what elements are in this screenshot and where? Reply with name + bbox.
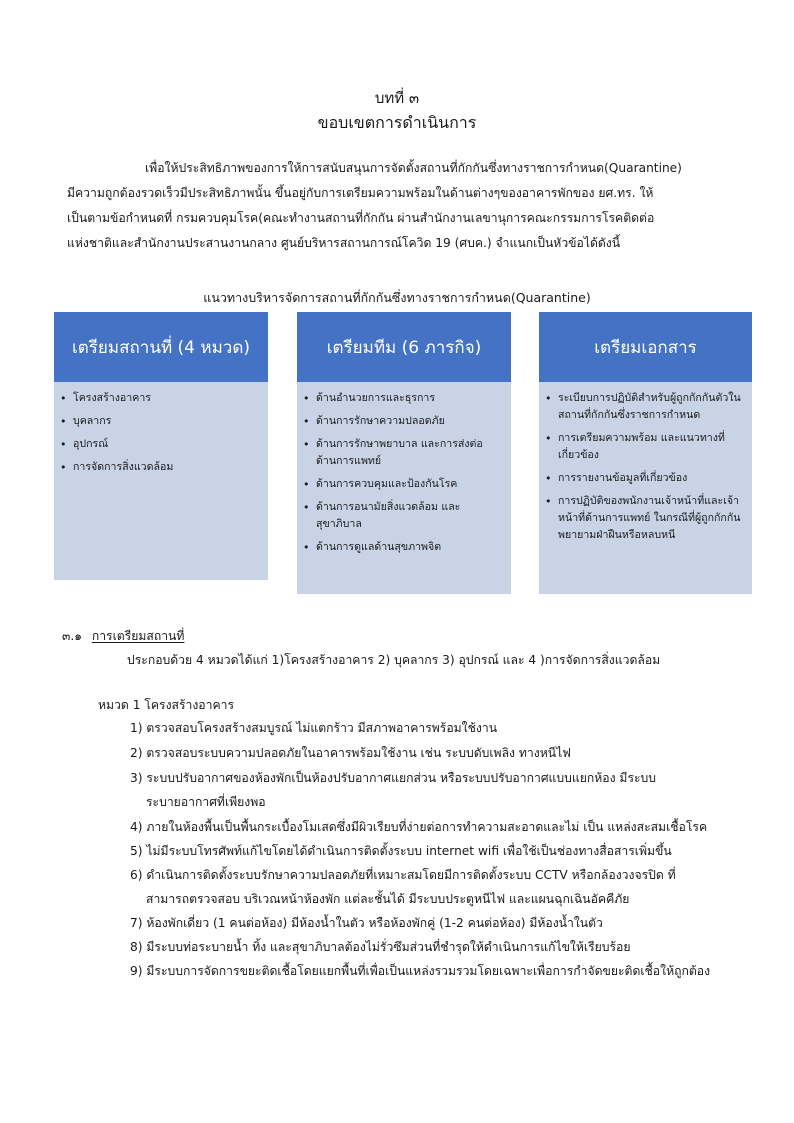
box-item: • การรายงานข้อมูลที่เกี่ยวข้อง — [539, 470, 742, 487]
box-body-team — [297, 382, 511, 594]
box-item: • ด้านการรักษาความปลอดภัย — [297, 413, 489, 430]
box-item: • ด้านอำนวยการและธุรการ — [297, 390, 489, 407]
box-item: • การปฏิบัติของพนักงานเจ้าหน้าที่และเจ้าหน้าที่ด้านการแพทย์ ในกรณีที่ผู้ถูกกักกันพยายามฝ่าฝืนหรือหลบหนี — [539, 493, 742, 544]
list-item: 3) ระบบปรับอากาศของห้องพักเป็นห้องปรับอากาศแยกส่วน หรือระบบปรับอากาศแบบแยกห้อง มีระบบ — [130, 771, 657, 785]
list-item: 4) ภายในห้องพื้นเป็นพื้นกระเบื้องโมเสดซึ่งมีผิวเรียบที่ง่ายต่อการทำความสะอาดและไม่ เป็น แหล่งสะสมเชื้อโรค — [130, 820, 708, 834]
list-item: 5) ไม่มีระบบโทรศัพท์แก้ไขโดยได้ดำเนินการติดตั้งระบบ internet wifi เพื่อใช้เป็นช่องทางสื่อสารเพิ่มขึ้น — [130, 844, 672, 858]
list-item-continuation: ระบายอากาศที่เพียงพอ — [146, 795, 266, 809]
box-list-team — [297, 390, 489, 556]
diagram-title: แนวทางบริหารจัดการสถานที่กักกันซึ่งทางราชการกำหนด(Quarantine) — [203, 290, 591, 305]
box-header-team: เตรียมทีม (6 ภารกิจ) — [297, 312, 511, 382]
list-item: 1) ตรวจสอบโครงสร้างสมบูรณ์ ไม่แตกร้าว มีสภาพอาคารพร้อมใช้งาน — [130, 721, 498, 735]
chapter-title: ขอบเขตการดำเนินการ — [317, 113, 477, 132]
intro-line-2: มีความถูกต้องรวดเร็วมีประสิทธิภาพนั้น ขึ้นอยู่กับการเตรียมความพร้อมในด้านต่างๆของอาคารพักของ ยศ.ทร. ให้ — [67, 186, 654, 200]
intro-line-1: เพื่อให้ประสิทธิภาพของการให้การสนับสนุนการจัดตั้งสถานที่กักกันซึ่งทางราชการกำหนด(Quarantine) — [145, 161, 682, 175]
box-item: • การจัดการสิ่งแวดล้อม — [54, 459, 268, 476]
list-item: 9) มีระบบการจัดการขยะติดเชื้อโดยแยกพื้นที่เพื่อเป็นแหล่งรวมรวมโดยเฉพาะเพื่อการกำจัดขยะติดเชื้อให้ถูกต้อง — [130, 964, 711, 978]
intro-line-3: เป็นตามข้อกำหนดที่ กรมควบคุมโรค(คณะทำงานสถานที่กักกัน ผ่านสำนักงานเลขานุการคณะกรรมการโรคติดต่อ — [67, 211, 655, 225]
chapter-number: บทที่ ๓ — [374, 89, 420, 107]
box-header-place: เตรียมสถานที่ (4 หมวด) — [54, 312, 268, 382]
list-item: 7) ห้องพักเดี่ยว (1 คนต่อห้อง) มีห้องน้ำในตัว หรือห้องพักคู่ (1-2 คนต่อห้อง) มีห้องน้ำในตัว — [130, 916, 603, 930]
list-item: 8) มีระบบท่อระบายน้ำ ทิ้ง และสุขาภิบาลต้องไม่รั่วซึมส่วนที่ชำรุดให้ดำเนินการแก้ไขให้เรียบร้อย — [130, 940, 631, 954]
box-item: • ด้านการอนามัยสิ่งแวดล้อม และสุขาภิบาล — [297, 499, 489, 533]
box-header-docs: เตรียมเอกสาร — [539, 312, 752, 382]
box-body-docs — [539, 382, 752, 594]
box-item: • บุคลากร — [54, 413, 268, 430]
box-item: • การเตรียมความพร้อม และแนวทางที่เกี่ยวข้อง — [539, 430, 742, 464]
section-number: ๓.๑ — [62, 629, 82, 643]
box-item: • อุปกรณ์ — [54, 436, 268, 453]
box-item: • โครงสร้างอาคาร — [54, 390, 268, 407]
category-title: หมวด 1 โครงสร้างอาคาร — [98, 698, 235, 712]
box-item: • ด้านการรักษาพยาบาล และการส่งต่อด้านการแพทย์ — [297, 436, 489, 470]
section-summary: ประกอบด้วย 4 หมวดได้แก่ 1)โครงสร้างอาคาร 2) บุคลากร 3) อุปกรณ์ และ 4 )การจัดการสิ่งแวดล้อม — [127, 653, 661, 667]
box-item: • ระเบียบการปฏิบัติสำหรับผู้ถูกกักกันตัวในสถานที่กักกันซึ่งราชการกำหนด — [539, 390, 742, 424]
box-list-place — [54, 390, 268, 476]
box-item: • ด้านการควบคุมและป้องกันโรค — [297, 476, 489, 493]
intro-line-4: แห่งชาติและสำนักงานประสานงานกลาง ศูนย์บริหารสถานการณ์โควิด 19 (ศบค.) จำแนกเป็นหัวข้อได้ดังนี้ — [67, 236, 621, 250]
section-title: การเตรียมสถานที่ — [91, 629, 185, 643]
box-list-docs — [539, 390, 742, 544]
list-item-continuation: สามารถตรวจสอบ บริเวณหน้าห้องพัก แต่ละชั้นได้ มีระบบประตูหนีไฟ และแผนฉุกเฉินอัคคีภัย — [146, 892, 630, 906]
box-item: • ด้านการดูแลด้านสุขภาพจิต — [297, 539, 489, 556]
list-item: 6) ดำเนินการติดตั้งระบบรักษาความปลอดภัยที่เหมาะสมโดยมีการติดตั้งระบบ CCTV หรือกล้องวงจรปิด ที่ — [130, 868, 676, 882]
box-body-place — [54, 382, 268, 580]
section-heading — [62, 624, 184, 648]
list-item: 2) ตรวจสอบระบบความปลอดภัยในอาคารพร้อมใช้งาน เช่น ระบบดับเพลิง ทางหนีไฟ — [130, 746, 571, 760]
